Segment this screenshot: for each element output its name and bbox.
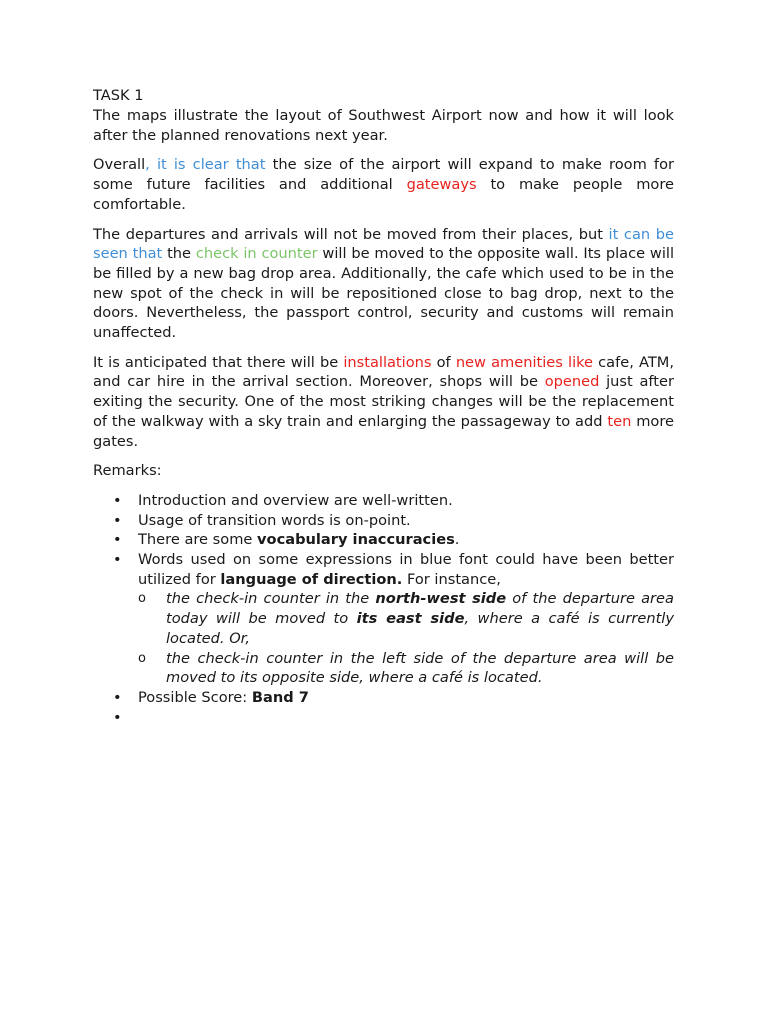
paragraph-overview — [93, 155, 674, 214]
remarks-list — [93, 491, 674, 728]
example-text: the check-in counter in the — [166, 590, 376, 608]
overview-text: the size of the airport will expand to make room for some future facilities and additional — [93, 156, 675, 194]
paragraph-arrivals — [93, 353, 674, 452]
remark-text: Words used on some expressions in blue font could have been better utilized for — [138, 551, 674, 588]
example-text: of the departure area today will be moved to — [166, 590, 674, 628]
example-item — [138, 649, 674, 688]
example-text: the check-in counter in the left side of the departure area will be moved to its opposite side, where a café is located. — [166, 649, 674, 687]
example-text: , where a café is currently located. Or, — [166, 610, 674, 647]
blue-expression: , it is clear that — [145, 156, 266, 174]
remark-bold-text: language of direction. — [220, 570, 403, 588]
remark-item — [93, 550, 674, 688]
paragraph-intro: The maps illustrate the layout of Southwest Airport now and how it will look after the planned renovations next year. — [93, 107, 674, 144]
red-vocabulary: new amenities like — [455, 353, 594, 371]
green-phrase: check in counter — [195, 245, 318, 263]
red-vocabulary: ten — [607, 412, 632, 430]
overview-text: to make people more comfortable. — [93, 176, 675, 213]
remark-text: Possible Score: — [138, 688, 252, 706]
blue-expression: it can be seen that — [93, 225, 674, 263]
score-value: Band 7 — [251, 688, 309, 706]
arrivals-text: of — [431, 353, 456, 371]
arrivals-text: cafe, ATM, and car hire in the arrival section. Moreover, shops will be — [93, 353, 674, 391]
remark-text: Introduction and overview are well-written. — [138, 491, 453, 509]
remark-text: There are some — [138, 531, 258, 549]
example-bold-text: north-west side — [375, 590, 507, 608]
red-vocabulary: opened — [544, 373, 600, 391]
departures-text: the — [162, 245, 196, 263]
remark-text: Usage of transition words is on-point. — [138, 511, 411, 529]
remark-bold-text: vocabulary inaccuracies — [257, 531, 455, 549]
arrivals-text: It is anticipated that there will be — [93, 353, 344, 371]
remark-item — [93, 530, 674, 550]
arrivals-text: just after exiting the security. One of the most striking changes will be the replacement of the walkway with a sky train and enlarging the passageway to add — [93, 373, 675, 430]
remark-text: . — [454, 531, 460, 549]
paragraph-departures — [93, 225, 674, 343]
remark-item — [93, 511, 674, 531]
document-body — [93, 86, 674, 728]
departures-text: The departures and arrivals will not be moved from their places, but — [93, 225, 609, 243]
remark-item — [93, 491, 674, 511]
example-list — [138, 589, 674, 688]
remarks-heading: Remarks: — [93, 462, 162, 480]
departures-text: will be moved to the opposite wall. Its place will be filled by a new bag drop area. Additionally, the cafe which used to be in the new spot of the check in will be repositioned close to bag drop, next to the doors. Nevertheless, the passport control, security and customs will remain unaffected. — [93, 245, 674, 342]
red-vocabulary: gateways — [406, 176, 477, 194]
overview-text: Overall — [93, 156, 146, 174]
task-title: TASK 1 — [93, 87, 144, 104]
arrivals-text: more gates. — [93, 412, 674, 450]
empty-remark-item — [93, 708, 674, 728]
remark-text: For instance, — [402, 570, 501, 588]
example-bold-text: its east side — [356, 610, 465, 628]
red-vocabulary: installations — [343, 353, 432, 371]
remark-item — [93, 688, 674, 708]
example-item — [138, 589, 674, 648]
